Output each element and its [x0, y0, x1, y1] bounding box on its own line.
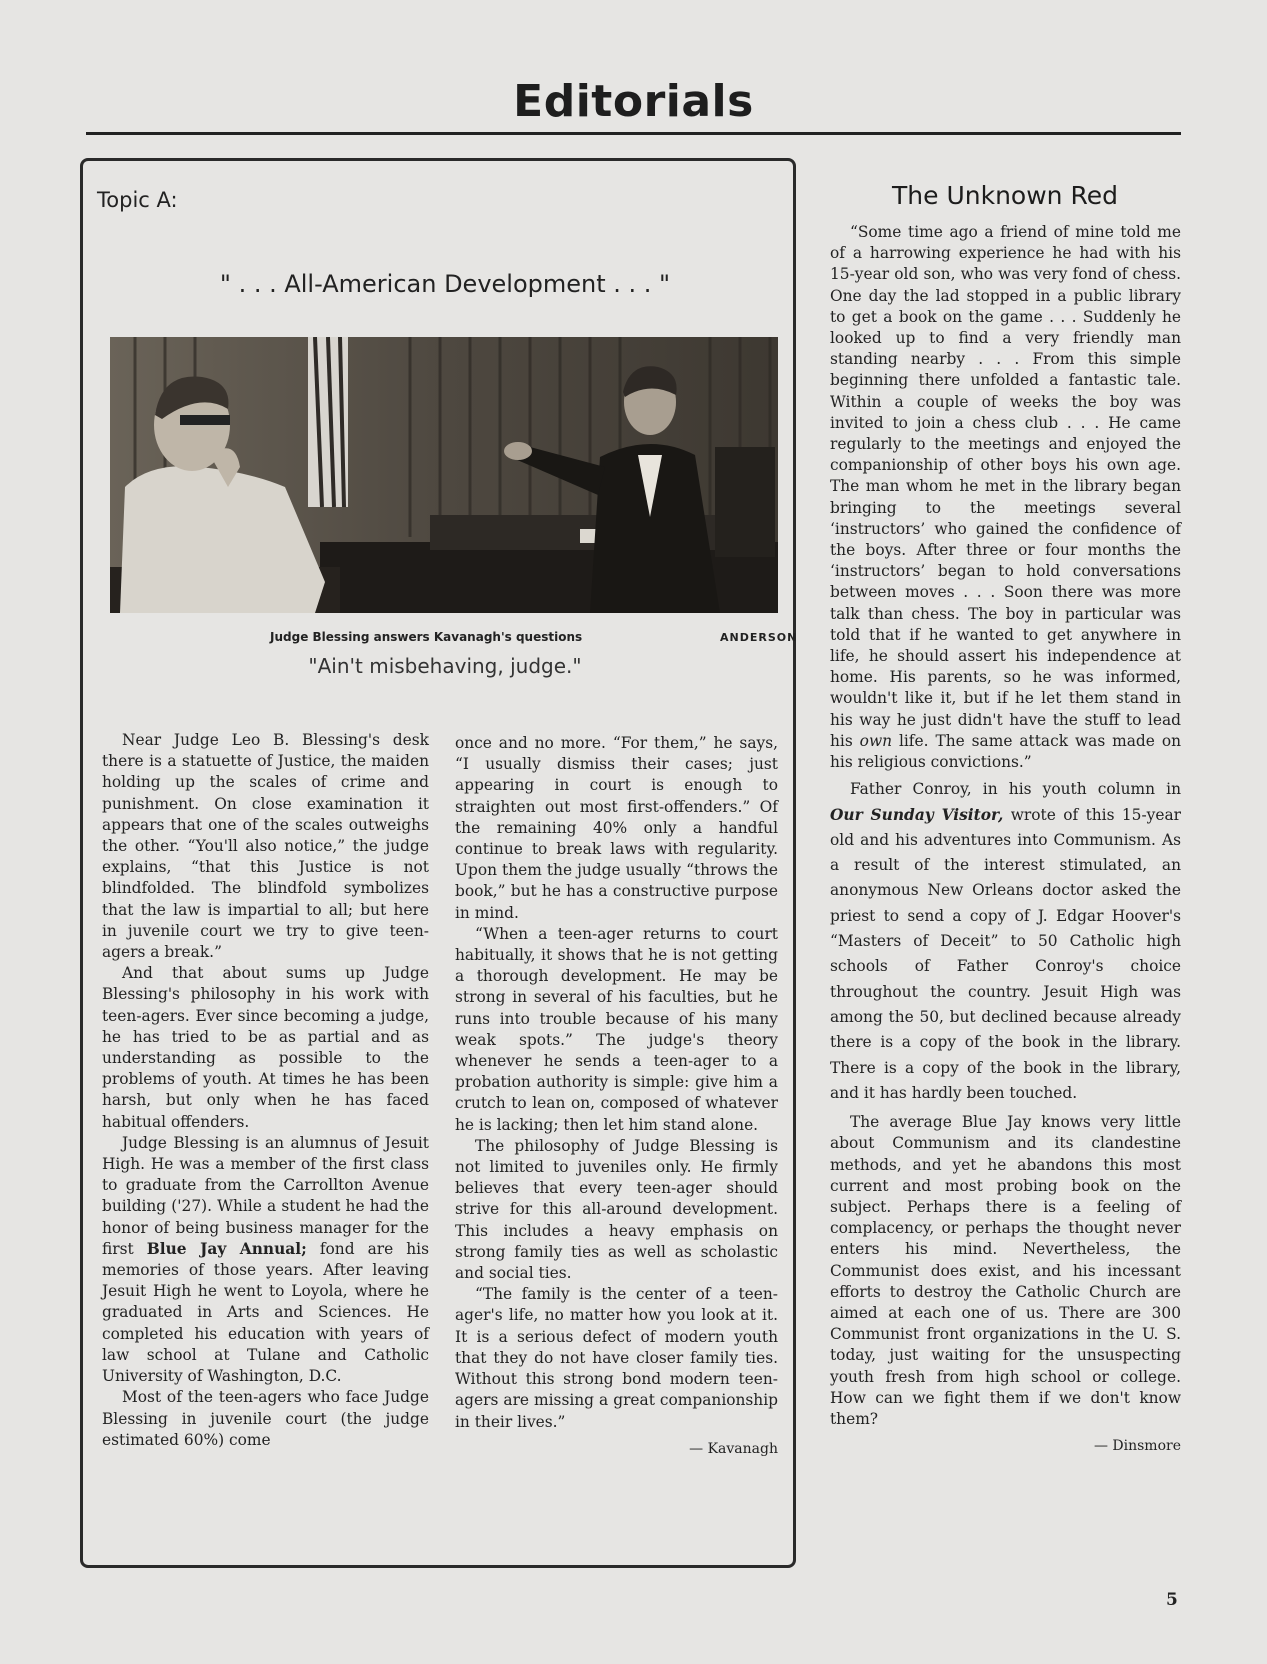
- publication-name: Our Sunday Visitor,: [830, 805, 1004, 824]
- title-rule: [86, 132, 1181, 135]
- article-column-2: [455, 733, 778, 1460]
- judge-photo: [110, 337, 778, 613]
- article-paragraph: The philosophy of Judge Blessing is not limited to juveniles only. He firmly believes that every teen-ager should strive for this all-around development. This includes a heavy emphasis on strong family ties as well as scholastic and social ties.: [455, 1136, 778, 1283]
- author-signature: — Dinsmore: [1093, 1438, 1181, 1455]
- page-title: Editorials: [513, 76, 754, 127]
- side-article-title: The Unknown Red: [892, 181, 1118, 210]
- article-paragraph: Most of the teen-agers who face Judge Blessing in juvenile court (the judge estimated 60%) come: [102, 1388, 429, 1449]
- article-paragraph: once and no more. “For them,” he says, “I usually dismiss their cases; just appearing in court is enough to straighten out most first-offenders.” Of the remaining 40% only a handful continue to break laws with regularity. Upon them the judge usually “throws the book,” but he has a constructive purpose in mind.: [455, 734, 778, 922]
- article-column-1: [102, 730, 429, 1451]
- paragraph-text: wrote of this 15-year old and his adventures into Communism. As a result of the interest stimulated, an anonymous New Orleans doctor asked the priest to send a copy of J. Edgar Hoover's “Masters of Deceit” to 50 Catholic high schools of Father Conroy's choice throughout the country. Jesuit High was among the 50, but declined because already there is a copy of the book in the library. There is a copy of the book in the library, and it has hardly been touched.: [830, 805, 1181, 1102]
- topic-headline: " . . . All-American Development . . . ": [219, 270, 671, 298]
- page-number: 5: [1166, 1590, 1178, 1610]
- paragraph-text: fond are his memories of those years. After leaving Jesuit High he went to Loyola, where he graduated in Arts and Sciences. He completed his education with years of law school at Tulane and Catholic University of Washington, D.C.: [102, 1239, 429, 1386]
- article-paragraph: “When a teen-ager returns to court habitually, it shows that he is not getting a thorough development. He may be strong in several of his faculties, but he runs into trouble because of his many weak spots.” The judge's theory whenever he sends a teen-ager to a probation authority is simple: give him a crutch to lean on, composed of whatever he is lacking; then let him stand alone.: [455, 924, 778, 1134]
- article-paragraph: [102, 1133, 429, 1387]
- topic-label: Topic A:: [97, 188, 178, 212]
- article-paragraph: The average Blue Jay knows very little about Communism and its clandestine methods, and yet he abandons this most current and most probing book on the subject. Perhaps there is a feeling of complacency, or perhaps the thought never enters his mind. Nevertheless, the Communist does exist, and his incessant efforts to destroy the Catholic Church are aimed at each one of us. There are 300 Communist front organizations in the U. S. today, just waiting for the unsuspecting youth fresh from high school or college. How can we fight them if we don't know them?: [830, 1113, 1181, 1428]
- article-paragraph: [830, 222, 1181, 773]
- article-paragraph: [830, 777, 1181, 1106]
- annual-name: Blue Jay Annual;: [146, 1239, 307, 1258]
- photo-credit: ANDERSON: [720, 631, 798, 644]
- article-paragraph: Near Judge Leo B. Blessing's desk there is a statuette of Justice, the maiden holding up the scales of crime and punishment. On close examination it appears that one of the scales outweighs the other. “You'll also notice,” the judge explains, “that this Justice is not blindfolded. The blindfold symbolizes that the law is impartial to all; but here in juvenile court we try to give teen-agers a break.”: [102, 731, 429, 962]
- photo-subcaption: "Ain't misbehaving, judge.": [308, 654, 582, 678]
- side-article-column: [830, 222, 1181, 1457]
- paragraph-text: Father Conroy, in his youth column in: [850, 780, 1181, 799]
- paragraph-text: life. The same attack was made on his religious convictions.”: [830, 731, 1182, 772]
- article-paragraph: And that about sums up Judge Blessing's philosophy in his work with teen-agers. Ever since becoming a judge, he has tried to be as partial and as understanding as possible to the problems of youth. At times he has been harsh, but only when he has faced habitual offenders.: [102, 964, 429, 1131]
- paragraph-text: “Some time ago a friend of mine told me of a harrowing experience he had with his 15-year old son, who was very fond of chess. One day the lad stopped in a public library to get a book on the game . . . Suddenly he looked up to find a very friendly man standing nearby . . . From this simple beginning there unfolded a fantastic tale. Within a couple of weeks the boy was invited to join a chess club . . . He came regularly to the meetings and enjoyed the companionship of other boys his own age. The man whom he met in the library began bringing to the meetings several ‘instructors’ who gained the confidence of the boys. After three or four months the ‘instructors’ began to hold conversations between moves . . . Soon there was more talk than chess. The boy in particular was told that if he wanted to get anywhere in life, he should assert his independence at home. His parents, so he was informed, wouldn't like it, but if he let them stand in his way he just didn't have the stuff to lead his: [830, 223, 1181, 750]
- judge-photo-illustration: [110, 337, 778, 613]
- photo-caption: Judge Blessing answers Kavanagh's questions: [270, 630, 583, 644]
- article-paragraph: “The family is the center of a teen-ager's life, no matter how you look at it. It is a serious defect of modern youth that they do not have closer family ties. Without this strong bond modern teen-agers are missing a great companionship in their lives.”: [455, 1285, 778, 1431]
- paragraph-text: Judge Blessing is an alumnus of Jesuit High. He was a member of the first class to graduate from the Carrollton Avenue building ('27). While a student he had the honor of being business manager for the first: [102, 1133, 429, 1258]
- emphasis-text: own: [859, 731, 893, 750]
- author-signature: — Kavanagh: [689, 1440, 778, 1457]
